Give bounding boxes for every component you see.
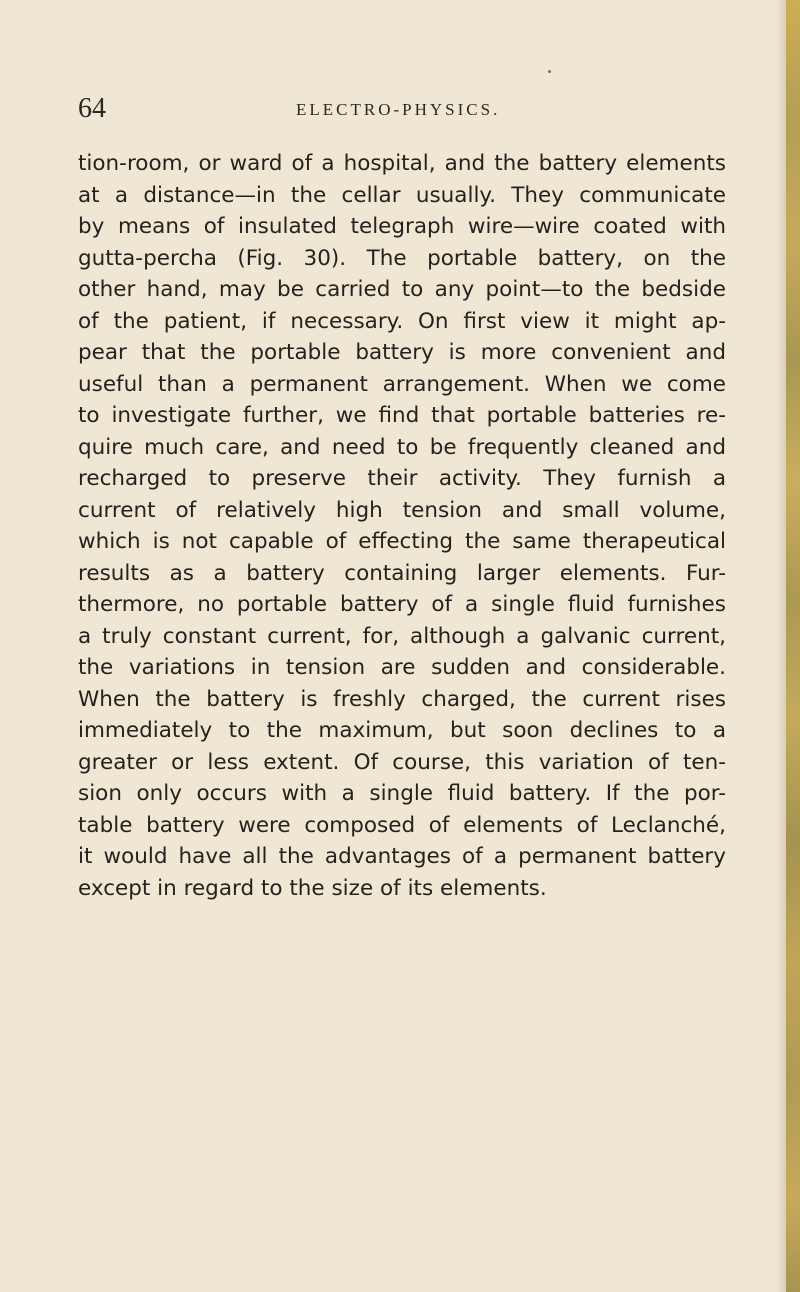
text-line: table battery were composed of elements of Leclanché,: [78, 812, 726, 838]
text-line: sion only occurs with a single fluid battery. If the por-: [78, 781, 726, 806]
text-line: it would have all the advantages of a permanent battery: [78, 844, 726, 869]
text-line: gutta-percha (Fig. 30). The portable battery, on the: [78, 245, 726, 271]
page-edge-gilt: [786, 0, 800, 1292]
running-head: ELECTRO-PHYSICS.: [296, 100, 501, 119]
text-line: pear that the portable battery is more convenient and: [78, 340, 726, 365]
text-line: which is not capable of effecting the same therapeutical: [78, 529, 726, 554]
text-line: greater or less extent. Of course, this variation of ten-: [78, 749, 726, 775]
page-header: [78, 92, 728, 128]
text-line: results as a battery containing larger elements. Fur-: [78, 560, 726, 586]
text-line: thermore, no portable battery of a single fluid furnishes: [78, 592, 726, 617]
text-line: quire much care, and need to be frequently cleaned and: [78, 434, 726, 460]
paper-speck: [548, 70, 551, 73]
text-line: of the patient, if necessary. On first view it might ap-: [78, 308, 726, 334]
page-number: 64: [78, 93, 106, 124]
text-line: recharged to preserve their activity. They furnish a: [78, 466, 726, 491]
text-line: by means of insulated telegraph wire—wire coated with: [78, 214, 726, 239]
text-line: except in regard to the size of its elements.: [78, 875, 547, 901]
text-line: other hand, may be carried to any point—to the bedside: [78, 277, 726, 302]
text-line: current of relatively high tension and small volume,: [78, 497, 726, 523]
text-line: When the battery is freshly charged, the current rises: [78, 686, 726, 712]
page-edge-shadow: [776, 0, 786, 1292]
text-line: immediately to the maximum, but soon declines to a: [78, 718, 726, 743]
text-line: to investigate further, we find that portable batteries re-: [78, 403, 726, 428]
text-line: tion-room, or ward of a hospital, and the battery elements: [78, 151, 726, 176]
body-paragraph: [78, 148, 726, 904]
text-line: at a distance—in the cellar usually. They communicate: [78, 182, 726, 208]
text-line: a truly constant current, for, although a galvanic current,: [78, 623, 726, 649]
text-line: useful than a permanent arrangement. When we come: [78, 371, 726, 397]
text-line: the variations in tension are sudden and considerable.: [78, 655, 726, 680]
